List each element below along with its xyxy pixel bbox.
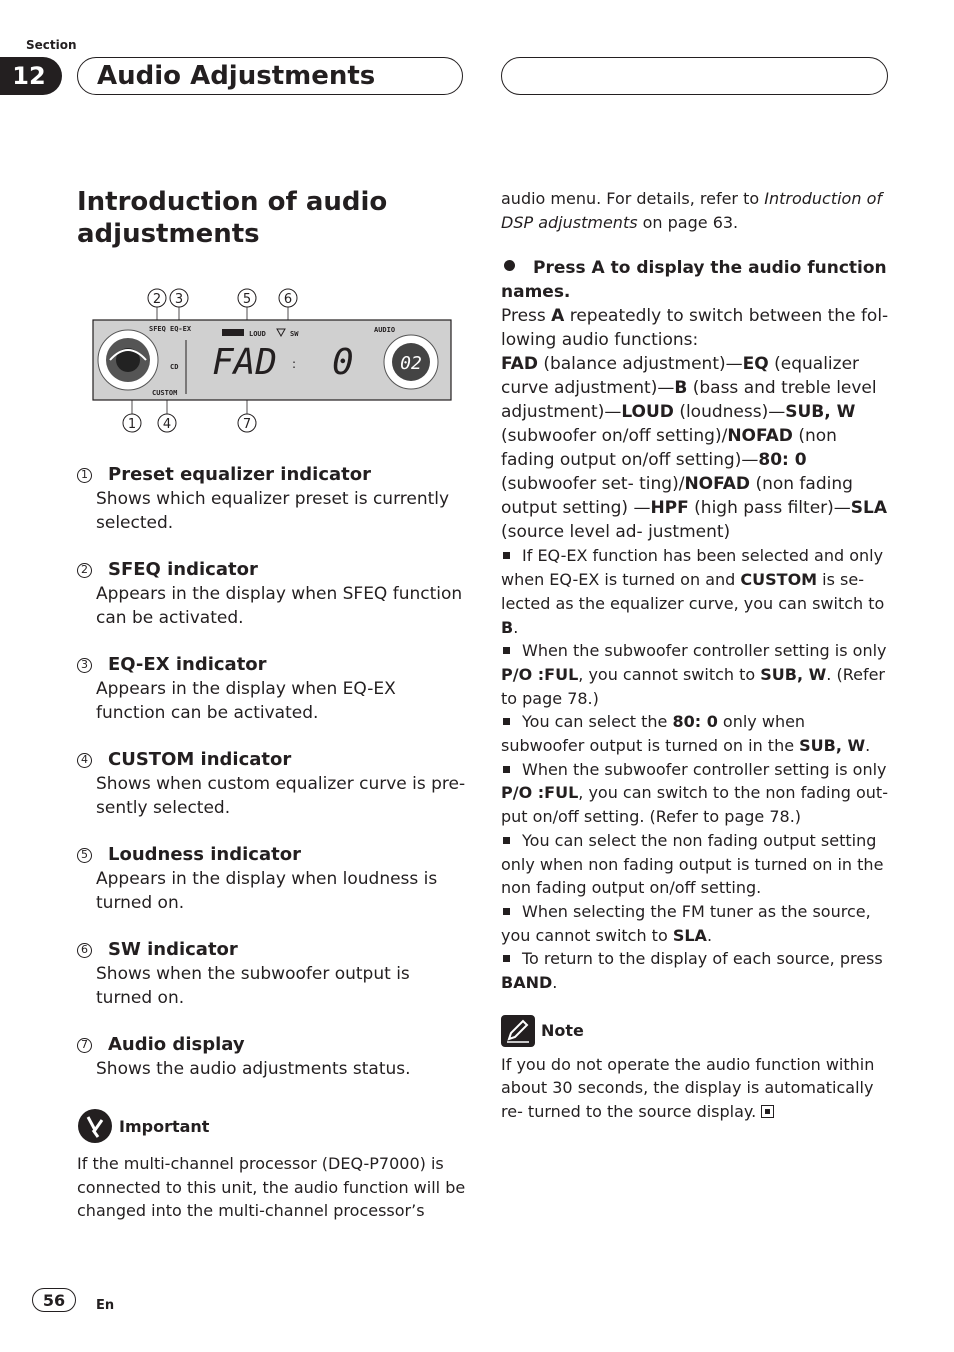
- indicator-item: [77, 843, 469, 915]
- note-bullet: When the subwoofer controller setting is only P/O :FUL, you can switch to the non fading out- put on/off setting. (Refer to page 78.): [501, 759, 888, 827]
- indicator-item: [77, 653, 469, 725]
- item-title: Loudness indicator: [108, 844, 301, 865]
- section-label: Section: [26, 38, 77, 52]
- note-text: If you do not operate the audio function within about 30 seconds, the display is automatically re- turned to the source display.: [501, 1054, 875, 1122]
- item-description: Appears in the display when SFEQ function can be activated.: [96, 584, 463, 628]
- note-bullet: When selecting the FM tuner as the source, you cannot switch to SLA.: [501, 901, 871, 945]
- header-right-frame: [501, 57, 888, 95]
- note-bullet: You can select the 80: 0 only when subwoofer output is turned on in the SUB, W.: [501, 712, 871, 756]
- section-number: 12: [0, 57, 62, 95]
- loud-indicator: [222, 329, 244, 336]
- end-mark-icon: [761, 1105, 774, 1118]
- cross-reference: Introduction of DSP adjustments: [501, 189, 882, 232]
- language-label: En: [96, 1298, 115, 1313]
- callout-3-label: 3: [174, 292, 184, 307]
- item-title: Preset equalizer indicator: [108, 464, 371, 485]
- note-bullet: To return to the display of each source, press BAND.: [501, 949, 883, 993]
- item-description: Shows when the subwoofer output is turned on.: [96, 964, 410, 1008]
- item-title: EQ-EX indicator: [108, 654, 267, 675]
- square-bullet-icon: [503, 718, 510, 725]
- custom-label: CUSTOM: [152, 389, 178, 397]
- pencil-note-icon: [501, 1015, 535, 1047]
- cd-label: CD: [170, 363, 179, 371]
- item-description: Shows the audio adjustments status.: [96, 1059, 411, 1079]
- square-bullet-icon: [503, 955, 510, 962]
- lcd-value-text: 0: [332, 342, 354, 383]
- continued-paragraph: audio menu. For details, refer to Introduction of DSP adjustments on page 63.: [501, 189, 882, 232]
- square-bullet-icon: [503, 552, 510, 559]
- page-heading: Introduction of audio adjustments: [77, 187, 388, 249]
- important-notice: [77, 1108, 469, 1223]
- step-title: Press A to display the audio function names.: [501, 258, 887, 303]
- note-label: Note: [541, 1021, 584, 1041]
- indicator-item: [77, 938, 469, 1010]
- important-icon: [77, 1108, 113, 1144]
- item-title: Audio display: [108, 1034, 245, 1055]
- press-instruction: Press A repeatedly to switch between the fol- lowing audio functions:: [501, 306, 889, 351]
- audio-label: AUDIO: [374, 326, 396, 334]
- note-bullet: When the subwoofer controller setting is only P/O :FUL, you cannot switch to SUB, W. (Refer to page 78.): [501, 641, 887, 708]
- device-display-figure: [88, 282, 458, 434]
- indicator-item: [77, 558, 469, 630]
- callout-1-label: 1: [127, 417, 137, 432]
- item-number: 6: [77, 943, 92, 958]
- square-bullet-icon: [503, 647, 510, 654]
- square-bullet-icon: [503, 908, 510, 915]
- item-number: 3: [77, 658, 92, 673]
- square-bullet-icon: [503, 766, 510, 773]
- note-bullet: You can select the non fading output setting only when non fading output is turned on in the non fading output on/off setting.: [501, 830, 884, 898]
- indicator-item: [77, 1033, 469, 1081]
- loud-label: LOUD: [249, 330, 266, 338]
- lcd-colon: :: [292, 357, 297, 371]
- item-number: 5: [77, 848, 92, 863]
- item-title: CUSTOM indicator: [108, 749, 292, 770]
- callout-7-label: 7: [242, 417, 252, 432]
- item-number: 2: [77, 563, 92, 578]
- item-description: Appears in the display when EQ-EX function can be activated.: [96, 679, 396, 723]
- bullet-icon: [504, 260, 515, 271]
- item-description: Shows which equalizer preset is currently selected.: [96, 489, 450, 533]
- note-bullet: If EQ-EX function has been selected and only when EQ-EX is turned on and CUSTOM is se- lected as the equalizer curve, you can switch to B.: [501, 546, 885, 637]
- important-text: If the multi-channel processor (DEQ-P7000) is connected to this unit, the audio function will be changed into the multi-channel processor’s: [77, 1154, 466, 1220]
- indicator-item: [77, 463, 469, 535]
- note-heading: [501, 1015, 893, 1047]
- callout-5-label: 5: [242, 292, 252, 307]
- lcd-function-text: FAD: [212, 342, 278, 383]
- eqex-label: EQ-EX: [170, 325, 192, 333]
- item-number: 4: [77, 753, 92, 768]
- item-title: SW indicator: [108, 939, 238, 960]
- item-number: 1: [77, 468, 92, 483]
- callout-4-label: 4: [162, 417, 172, 432]
- indicator-item: [77, 748, 469, 820]
- callout-2-label: 2: [152, 292, 162, 307]
- important-label: Important: [119, 1116, 210, 1136]
- item-title: SFEQ indicator: [108, 559, 258, 580]
- right-column: [501, 187, 893, 1124]
- sfeq-label: SFEQ: [149, 325, 166, 333]
- sw-label: SW: [290, 330, 299, 338]
- square-bullet-icon: [503, 837, 510, 844]
- page-number: 56: [32, 1288, 76, 1312]
- disc-number: 02: [400, 353, 422, 374]
- callout-6-label: 6: [283, 292, 293, 307]
- function-sequence: FAD (balance adjustment)—EQ (equalizer curve adjustment)—B (bass and treble level adjustment)—LOUD (loudness)—SUB, W (subwoofer on/off setting)/NOFAD (non fading output on/off setting)—80: 0 (subwoofer set- ting)/NOFAD (non fading output setting) —HPF (high pass filter)—SLA (source level ad- justment): [501, 354, 888, 543]
- section-title: Audio Adjustments: [97, 61, 376, 91]
- item-description: Shows when custom equalizer curve is pre- sently selected.: [96, 774, 466, 818]
- item-description: Appears in the display when loudness is turned on.: [96, 869, 438, 913]
- item-number: 7: [77, 1038, 92, 1053]
